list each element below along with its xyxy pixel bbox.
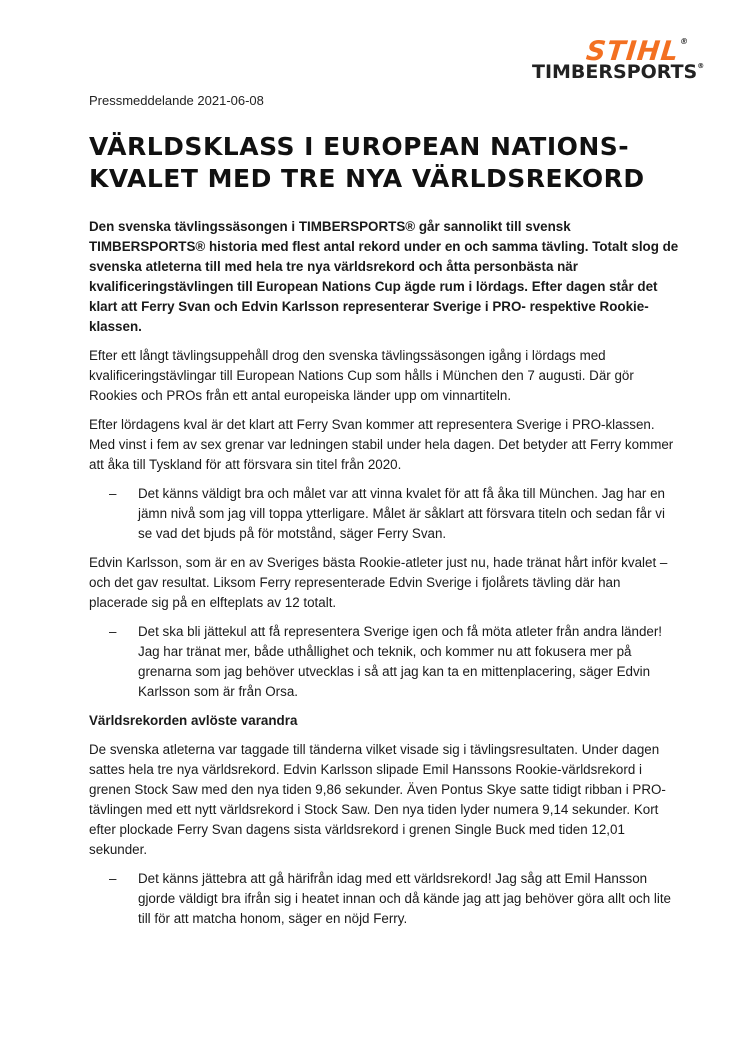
- section-heading: Världsrekorden avlöste varandra: [89, 713, 298, 728]
- stihl-timbersports-logo: [532, 36, 705, 83]
- headline-line-1: VÄRLDSKLASS I EUROPEAN NATIONS-: [89, 132, 630, 161]
- paragraph: Efter lördagens kval är det klart att Ferry Svan kommer att representera Sverige i PRO-klassen. Med vinst i fem av sex grenar var ledningen stabil under hela dagen. Det betyder att Ferry kommer att åka till Tyskland för att försvara sin titel från 2020.: [89, 417, 674, 472]
- article-body: [89, 217, 679, 938]
- quote-dash: –: [109, 871, 117, 886]
- logo-stihl-wordmark: STIHL®: [584, 36, 690, 67]
- quote: – Det ska bli jättekul att få representera Sverige igen och få möta atleter från andra länder! Jag har tränat mer, både uthållighet och teknik, och kommer nu att fokusera mer på grenarna som jag behöver utvecklas i så att jag kan ta en mittenplacering, säger Edvin Karlsson som är från Orsa.: [109, 624, 663, 699]
- quote-dash: –: [109, 486, 117, 501]
- quote: – Det känns väldigt bra och målet var att vinna kvalet för att få åka till München. Jag har en jämn nivå som jag vill toppa ytterligare. Målet är såklart att försvara titeln och sedan får vi se vad det bjuds på för motstånd, säger Ferry Svan.: [109, 486, 665, 541]
- logo-timbersports-wordmark: TIMBERSPORTS®: [532, 61, 705, 83]
- lead-paragraph: Den svenska tävlingssäsongen i TIMBERSPORTS® går sannolikt till svensk TIMBERSPORTS® historia med flest antal rekord under en och samma tävling. Totalt slog de svenska atleterna till med hela tre nya världsrekord och åtta personbästa när kvalificeringstävlingen till European Nations Cup ägde rum i lördags. Efter dagen står det klart att Ferry Svan och Edvin Karlsson representerar Sverige i PRO- respektive Rookie-klassen.: [89, 219, 679, 334]
- quote-dash: –: [109, 624, 117, 639]
- paragraph: De svenska atleterna var taggade till tänderna vilket visade sig i tävlingsresultaten. Under dagen sattes hela tre nya världsrekord. Edvin Karlsson slipade Emil Hanssons Rookie-världsrekord i grenen Stock Saw med den nya tiden 9,86 sekunder. Även Pontus Skye satte tidigt ribban i PRO-tävlingen med ett nytt världsrekord i Stock Saw. Den nya tiden lyder numera 9,14 sekunder. Kort efter plockade Ferry Svan dagens sista världsrekord i grenen Single Buck med tiden 12,01 sekunder.: [89, 742, 666, 857]
- quote: – Det känns jättebra att gå härifrån idag med ett världsrekord! Jag såg att Emil Hansson gjorde väldigt bra ifrån sig i heatet innan och då kände jag att jag behöver göra allt och lite till för att matcha honom, säger en nöjd Ferry.: [109, 871, 671, 926]
- paragraph: Efter ett långt tävlingsuppehåll drog den svenska tävlingssäsongen igång i lördags med kvalificeringstävlingar till European Nations Cup som hålls i München den 7 augusti. Där gör Rookies och PROs från ett antal europeiska länder upp om vinnartiteln.: [89, 348, 634, 403]
- paragraph: Edvin Karlsson, som är en av Sveriges bästa Rookie-atleter just nu, hade tränat hårt inför kvalet – och det gav resultat. Liksom Ferry representerade Edvin Sverige i fjolårets tävling där han placerade sig på en elfteplats av 12 totalt.: [89, 555, 668, 610]
- headline-line-2: KVALET MED TRE NYA VÄRLDSREKORD: [89, 164, 645, 193]
- press-release-date: Pressmeddelande 2021-06-08: [89, 93, 264, 108]
- page-title: [89, 131, 689, 195]
